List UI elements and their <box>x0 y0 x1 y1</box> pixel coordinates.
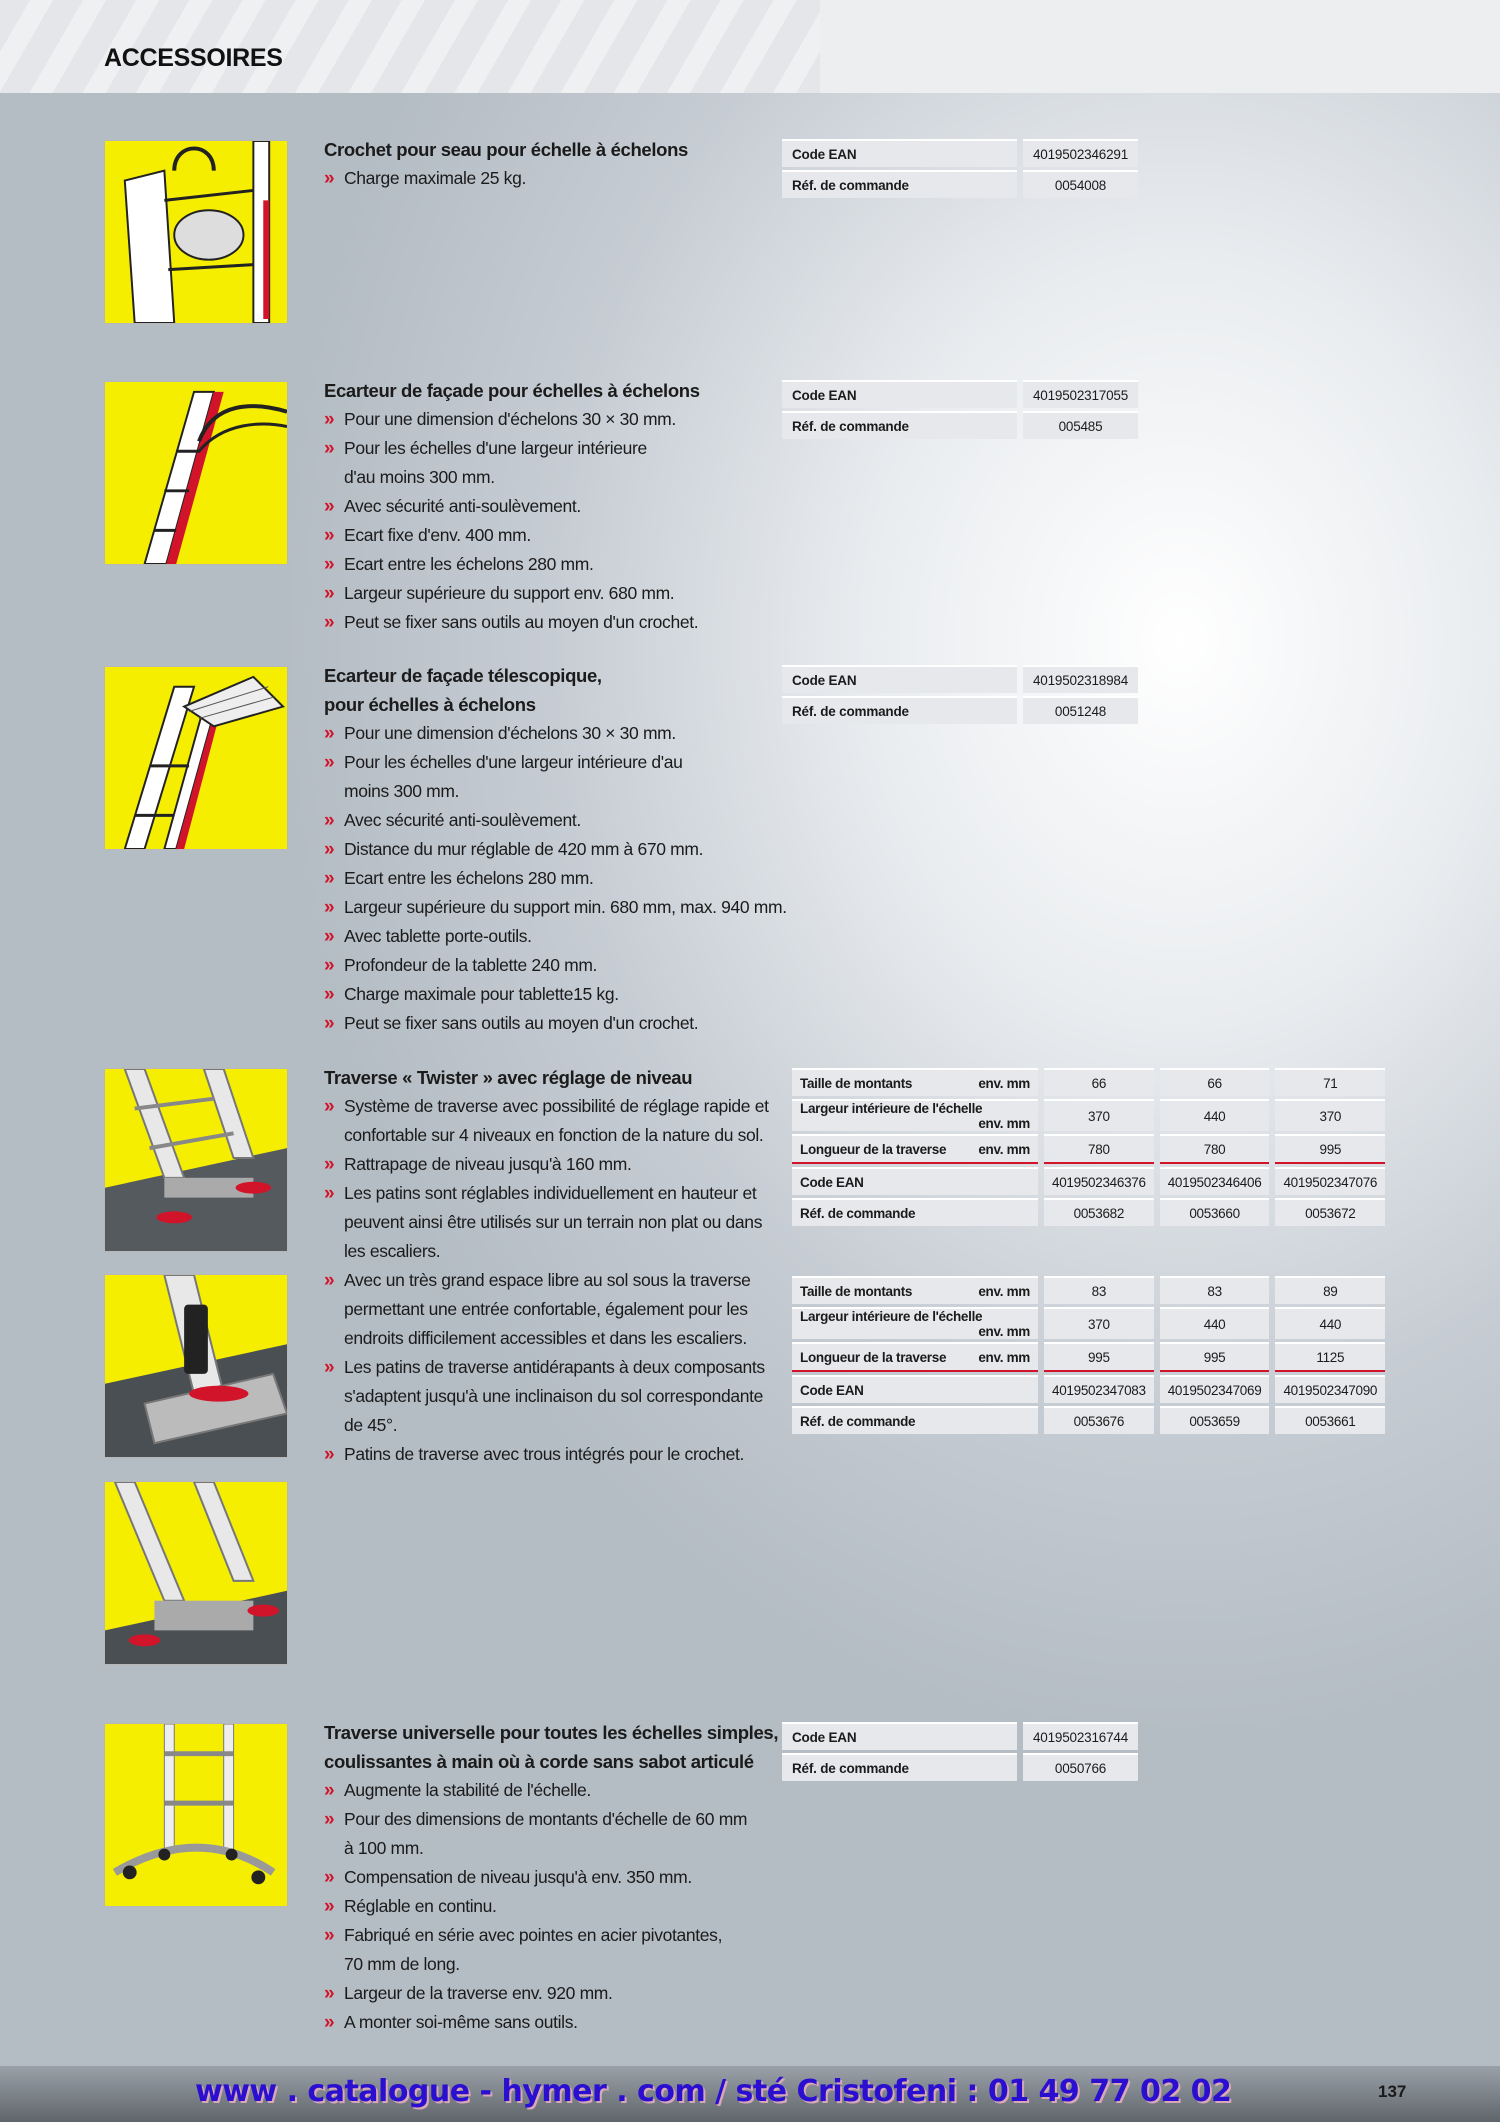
list-item-text: Pour les échelles d'une largeur intérieure d'au <box>344 752 683 772</box>
bullet-marker: » <box>324 2012 335 2033</box>
ref-value: 0054008 <box>1023 170 1138 198</box>
telescopic-spacer-illustration <box>105 667 287 849</box>
table-row <box>782 170 1138 198</box>
table-cell: 780 <box>1044 1134 1154 1164</box>
bullet-marker: » <box>324 1183 335 1204</box>
bullet-marker: » <box>324 1983 335 2004</box>
row-label <box>792 1342 1038 1372</box>
table-cell: 0053659 <box>1160 1406 1270 1434</box>
list-item-text: d'au moins 300 mm. <box>344 467 495 487</box>
list-item-text: Avec sécurité anti-soulèvement. <box>344 810 581 830</box>
row-label-text: Longueur de la traverse <box>800 1141 947 1157</box>
bullet-marker: » <box>324 612 335 633</box>
table-cell: 440 <box>1275 1307 1385 1339</box>
feature-list <box>324 164 774 193</box>
list-item-text: Avec sécurité anti-soulèvement. <box>344 496 581 516</box>
row-unit: env. mm <box>978 1324 1030 1339</box>
bullet-marker: » <box>324 438 335 459</box>
bullet-marker: » <box>324 868 335 889</box>
table-cell: 4019502346376 <box>1044 1167 1154 1195</box>
list-item-text: Avec un très grand espace libre au sol sous la traverse <box>344 1270 751 1290</box>
bullet-marker: » <box>324 1925 335 1946</box>
list-item <box>324 492 774 521</box>
list-item <box>324 1776 794 1805</box>
product-title: Ecarteur de façade télescopique, pour échelles à échelons <box>324 665 602 715</box>
row-label-text: Code EAN <box>800 1382 864 1398</box>
product-image-twister-2 <box>104 1274 288 1458</box>
table-row <box>792 1276 1385 1304</box>
product-description <box>324 1718 794 2037</box>
list-item-text: Distance du mur réglable de 420 mm à 670 mm. <box>344 839 704 859</box>
row-unit: env. mm <box>978 1116 1030 1131</box>
table-row <box>792 1198 1385 1226</box>
table-row <box>782 139 1138 167</box>
spec-table <box>776 136 1144 201</box>
variant-table-2 <box>786 1273 1391 1437</box>
table-cell: 89 <box>1275 1276 1385 1304</box>
row-label <box>792 1307 1038 1339</box>
list-item-text: Réglable en continu. <box>344 1896 497 1916</box>
list-item-text: endroits difficilement accessibles et dans les escaliers. <box>344 1328 747 1348</box>
table-row <box>792 1375 1385 1403</box>
list-item-text: peuvent ainsi être utilisés sur un terrain non plat ou dans <box>344 1212 763 1232</box>
twister-stairs-illustration <box>105 1482 287 1664</box>
table-cell: 995 <box>1160 1342 1270 1372</box>
list-item <box>324 2008 794 2037</box>
table-cell: 4019502347069 <box>1160 1375 1270 1403</box>
table-row <box>792 1099 1385 1131</box>
row-label <box>792 1099 1038 1131</box>
twister-crossbar-illustration <box>105 1069 287 1251</box>
list-item <box>324 719 794 748</box>
list-item <box>324 748 794 806</box>
product-title: Traverse « Twister » avec réglage de niveau <box>324 1067 693 1088</box>
bullet-marker: » <box>324 810 335 831</box>
table-cell: 370 <box>1044 1307 1154 1339</box>
list-item-text: Système de traverse avec possibilité de réglage rapide et <box>344 1096 769 1116</box>
bullet-marker: » <box>324 1270 335 1291</box>
list-item <box>324 1092 844 1150</box>
bullet-marker: » <box>324 168 335 189</box>
bullet-marker: » <box>324 1867 335 1888</box>
bullet-marker: » <box>324 1896 335 1917</box>
row-label-text: Taille de montants <box>800 1283 913 1299</box>
row-label <box>792 1276 1038 1304</box>
table-cell: 83 <box>1160 1276 1270 1304</box>
table-row <box>792 1167 1385 1195</box>
row-label <box>792 1068 1038 1096</box>
list-item-text: Ecart entre les échelons 280 mm. <box>344 554 594 574</box>
row-unit: env. mm <box>978 1141 1030 1157</box>
table-cell: 780 <box>1160 1134 1270 1164</box>
list-item-text: Largeur de la traverse env. 920 mm. <box>344 1983 613 2003</box>
row-unit: env. mm <box>978 1283 1030 1299</box>
list-item <box>324 893 794 922</box>
list-item <box>324 1440 844 1469</box>
bullet-marker: » <box>324 1013 335 1034</box>
list-item-text: Pour des dimensions de montants d'échelle de 60 mm <box>344 1809 748 1829</box>
row-label-text: Largeur intérieure de l'échelle <box>800 1309 983 1324</box>
variant-table-body <box>792 1068 1385 1226</box>
page-footer <box>0 2066 1500 2122</box>
table-row <box>792 1307 1385 1339</box>
row-label-text: Taille de montants <box>800 1075 913 1091</box>
page-number: 137 <box>1378 2082 1407 2101</box>
table-cell: 4019502347083 <box>1044 1375 1154 1403</box>
list-item-text: Peut se fixer sans outils au moyen d'un crochet. <box>344 612 699 632</box>
list-item-text: Patins de traverse avec trous intégrés pour le crochet. <box>344 1444 744 1464</box>
list-item-text: Augmente la stabilité de l'échelle. <box>344 1780 591 1800</box>
product-image-facade-spacer <box>104 381 288 565</box>
list-item-text: permettant une entrée confortable, également pour les <box>344 1299 748 1319</box>
row-label <box>792 1134 1038 1164</box>
list-item-text: confortable sur 4 niveaux en fonction de la nature du sol. <box>344 1125 764 1145</box>
ean-label: Code EAN <box>782 665 1017 693</box>
table-cell: 66 <box>1044 1068 1154 1096</box>
ref-value: 0050766 <box>1023 1753 1138 1781</box>
bullet-marker: » <box>324 1809 335 1830</box>
table-row <box>782 665 1138 693</box>
list-item-text: les escaliers. <box>344 1241 441 1261</box>
product-description <box>324 661 794 1038</box>
ean-label: Code EAN <box>782 1722 1017 1750</box>
ref-label: Réf. de commande <box>782 1753 1017 1781</box>
list-item <box>324 550 774 579</box>
list-item-text: 70 mm de long. <box>344 1954 460 1974</box>
table-cell: 0053676 <box>1044 1406 1154 1434</box>
list-item-text: Pour une dimension d'échelons 30 × 30 mm. <box>344 723 676 743</box>
product-image-bucket-hook <box>104 140 288 324</box>
list-item <box>324 951 794 980</box>
list-item <box>324 864 794 893</box>
product-image-universal-crossbar <box>104 1723 288 1907</box>
list-item-text: Fabriqué en série avec pointes en acier pivotantes, <box>344 1925 723 1945</box>
table-row <box>792 1134 1385 1164</box>
product-description <box>324 1063 844 1469</box>
list-item <box>324 1009 794 1038</box>
list-item <box>324 980 794 1009</box>
spec-table <box>776 1719 1144 1784</box>
spec-table <box>776 662 1144 727</box>
product-description <box>324 135 774 193</box>
feature-list <box>324 405 774 637</box>
list-item-text: Ecart entre les échelons 280 mm. <box>344 868 594 888</box>
bullet-marker: » <box>324 525 335 546</box>
universal-crossbar-illustration <box>105 1724 287 1906</box>
bullet-marker: » <box>324 897 335 918</box>
table-row <box>782 1722 1138 1750</box>
table-cell: 995 <box>1275 1134 1385 1164</box>
list-item <box>324 1921 794 1979</box>
spec-table <box>776 377 1144 442</box>
bullet-marker: » <box>324 839 335 860</box>
list-item-text: Pour les échelles d'une largeur intérieure <box>344 438 647 458</box>
list-item-text: Charge maximale pour tablette15 kg. <box>344 984 619 1004</box>
list-item-text: moins 300 mm. <box>344 781 460 801</box>
row-label-text: Largeur intérieure de l'échelle <box>800 1101 983 1116</box>
product-image-twister-1 <box>104 1068 288 1252</box>
product-image-twister-3 <box>104 1481 288 1665</box>
product-title: Crochet pour seau pour échelle à échelons <box>324 139 688 160</box>
list-item-text: s'adaptent jusqu'à une inclinaison du sol correspondante <box>344 1386 764 1406</box>
table-cell: 1125 <box>1275 1342 1385 1372</box>
bullet-marker: » <box>324 1444 335 1465</box>
table-cell: 0053661 <box>1275 1406 1385 1434</box>
list-item <box>324 1805 794 1863</box>
bullet-marker: » <box>324 723 335 744</box>
table-row <box>782 1753 1138 1781</box>
ref-label: Réf. de commande <box>782 411 1017 439</box>
table-cell: 995 <box>1044 1342 1154 1372</box>
list-item <box>324 434 774 492</box>
list-item-text: Profondeur de la tablette 240 mm. <box>344 955 598 975</box>
list-item-text: Largeur supérieure du support min. 680 mm, max. 940 mm. <box>344 897 787 917</box>
table-row <box>782 380 1138 408</box>
bullet-marker: » <box>324 984 335 1005</box>
twister-foot-illustration <box>105 1275 287 1457</box>
facade-spacer-illustration <box>105 382 287 564</box>
table-cell: 370 <box>1275 1099 1385 1131</box>
table-row <box>782 696 1138 724</box>
feature-list <box>324 1776 794 2037</box>
list-item-text: Peut se fixer sans outils au moyen d'un crochet. <box>344 1013 699 1033</box>
table-cell: 4019502347076 <box>1275 1167 1385 1195</box>
list-item <box>324 608 774 637</box>
page-header <box>0 0 1500 93</box>
list-item-text: de 45°. <box>344 1415 398 1435</box>
table-cell: 440 <box>1160 1307 1270 1339</box>
bullet-marker: » <box>324 1096 335 1117</box>
list-item-text: A monter soi-même sans outils. <box>344 2012 578 2032</box>
bullet-marker: » <box>324 1154 335 1175</box>
ean-value: 4019502318984 <box>1023 665 1138 693</box>
bullet-marker: » <box>324 1780 335 1801</box>
row-label-text: Code EAN <box>800 1174 864 1190</box>
ref-label: Réf. de commande <box>782 696 1017 724</box>
list-item <box>324 922 794 951</box>
ref-value: 005485 <box>1023 411 1138 439</box>
bullet-marker: » <box>324 1357 335 1378</box>
variant-table-1 <box>786 1065 1391 1229</box>
list-item <box>324 1863 794 1892</box>
bullet-marker: » <box>324 496 335 517</box>
table-row <box>782 411 1138 439</box>
row-unit: env. mm <box>978 1349 1030 1365</box>
list-item-text: Pour une dimension d'échelons 30 × 30 mm. <box>344 409 676 429</box>
list-item-text: Compensation de niveau jusqu'à env. 350 mm. <box>344 1867 692 1887</box>
ref-value: 0051248 <box>1023 696 1138 724</box>
ean-value: 4019502316744 <box>1023 1722 1138 1750</box>
row-label <box>792 1198 1038 1226</box>
ean-label: Code EAN <box>782 139 1017 167</box>
row-unit: env. mm <box>978 1075 1030 1091</box>
list-item <box>324 405 774 434</box>
table-cell: 0053682 <box>1044 1198 1154 1226</box>
list-item-text: Ecart fixe d'env. 400 mm. <box>344 525 531 545</box>
table-cell: 71 <box>1275 1068 1385 1096</box>
product-title: Ecarteur de façade pour échelles à échelons <box>324 380 700 401</box>
table-cell: 0053672 <box>1275 1198 1385 1226</box>
bucket-hook-illustration <box>105 141 287 323</box>
table-cell: 66 <box>1160 1068 1270 1096</box>
table-row <box>792 1342 1385 1372</box>
footer-url[interactable]: www . catalogue - hymer . com / sté Cristofeni : 01 49 77 02 02 <box>195 2074 1232 2109</box>
row-label-text: Réf. de commande <box>800 1413 916 1429</box>
table-cell: 0053660 <box>1160 1198 1270 1226</box>
table-row <box>792 1068 1385 1096</box>
ean-label: Code EAN <box>782 380 1017 408</box>
list-item <box>324 164 774 193</box>
list-item <box>324 521 774 550</box>
ref-label: Réf. de commande <box>782 170 1017 198</box>
list-item <box>324 1179 844 1266</box>
table-cell: 370 <box>1044 1099 1154 1131</box>
list-item <box>324 835 794 864</box>
row-label <box>792 1406 1038 1434</box>
bullet-marker: » <box>324 955 335 976</box>
ean-value: 4019502317055 <box>1023 380 1138 408</box>
list-item <box>324 1266 844 1353</box>
list-item <box>324 1353 844 1440</box>
table-cell: 4019502347090 <box>1275 1375 1385 1403</box>
list-item-text: Rattrapage de niveau jusqu'à 160 mm. <box>344 1154 632 1174</box>
row-label <box>792 1375 1038 1403</box>
bullet-marker: » <box>324 554 335 575</box>
list-item <box>324 806 794 835</box>
list-item-text: à 100 mm. <box>344 1838 424 1858</box>
table-cell: 83 <box>1044 1276 1154 1304</box>
product-title: Traverse universelle pour toutes les échelles simples, coulissantes à main où à corde sans sabot articulé <box>324 1722 779 1772</box>
list-item-text: Les patins de traverse antidérapants à deux composants <box>344 1357 765 1377</box>
bullet-marker: » <box>324 752 335 773</box>
bullet-marker: » <box>324 409 335 430</box>
header-fade <box>820 0 1500 93</box>
list-item-text: Charge maximale 25 kg. <box>344 168 526 188</box>
list-item <box>324 1150 844 1179</box>
list-item <box>324 1892 794 1921</box>
bullet-marker: » <box>324 583 335 604</box>
page-title: ACCESSOIRES <box>104 44 283 72</box>
product-image-telescopic-spacer <box>104 666 288 850</box>
feature-list <box>324 719 794 1038</box>
list-item <box>324 579 774 608</box>
feature-list <box>324 1092 844 1469</box>
ean-value: 4019502346291 <box>1023 139 1138 167</box>
table-cell: 4019502346406 <box>1160 1167 1270 1195</box>
table-cell: 440 <box>1160 1099 1270 1131</box>
bullet-marker: » <box>324 926 335 947</box>
row-label-text: Réf. de commande <box>800 1205 916 1221</box>
row-label-text: Longueur de la traverse <box>800 1349 947 1365</box>
list-item-text: Avec tablette porte-outils. <box>344 926 532 946</box>
table-row <box>792 1406 1385 1434</box>
list-item-text: Les patins sont réglables individuellement en hauteur et <box>344 1183 757 1203</box>
list-item <box>324 1979 794 2008</box>
list-item-text: Largeur supérieure du support env. 680 mm. <box>344 583 675 603</box>
row-label <box>792 1167 1038 1195</box>
product-description <box>324 376 774 637</box>
variant-table-body <box>792 1276 1385 1434</box>
